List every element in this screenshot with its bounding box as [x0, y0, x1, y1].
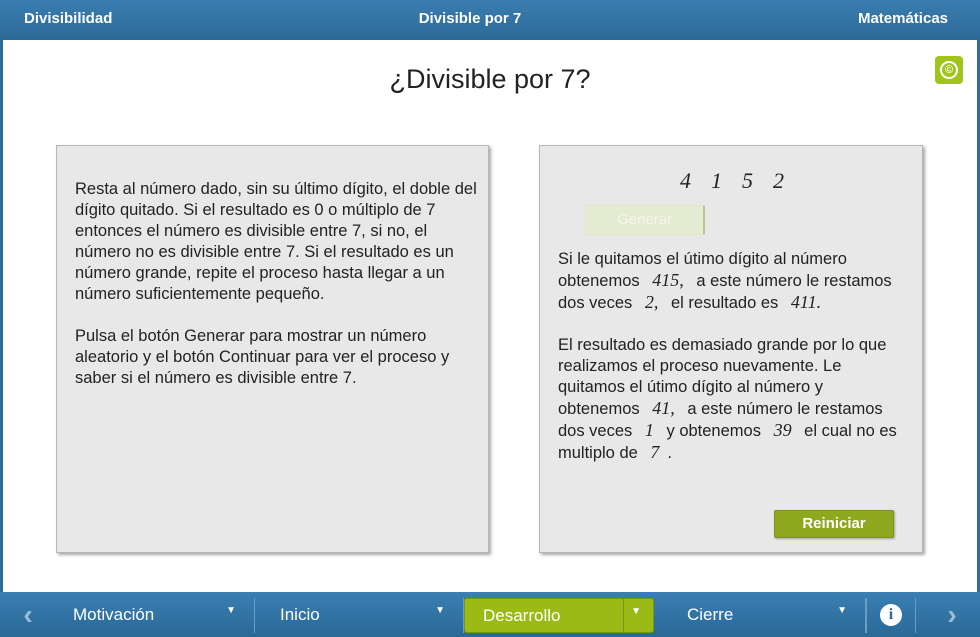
step-text: y obtenemos: [666, 422, 761, 440]
copyright-button[interactable]: [935, 56, 963, 84]
number-display: [540, 170, 924, 191]
nav-item-label: Inicio: [280, 605, 320, 624]
nav-item-label: Motivación: [73, 605, 155, 624]
digit: 5: [742, 168, 753, 193]
copyright-icon: ©: [940, 61, 958, 79]
content-area: [3, 40, 977, 592]
step-text: a este número le restamos dos veces: [558, 400, 883, 440]
step-number: 39: [773, 420, 792, 440]
page-title: ¿Divisible por 7?: [389, 64, 591, 94]
nav-item-inicio[interactable]: [255, 598, 464, 633]
nav-item-label: Desarrollo: [483, 606, 561, 625]
step-text: a este número le restamos dos veces: [558, 272, 892, 312]
process-step-2: [558, 335, 898, 464]
lesson-title: Divisible por 7: [418, 10, 522, 27]
process-step-1: [558, 249, 898, 314]
step-text: el resultado es: [670, 294, 779, 312]
step-text: El resultado es demasiado grande por lo que realizamos el proceso nuevamente. Le quitamos el útimo dígito al número y obtenemos: [558, 336, 887, 418]
step-number: 7: [650, 442, 660, 462]
divider: [866, 598, 867, 633]
instructions-panel: [56, 145, 489, 553]
subject-title: Matemáticas: [857, 10, 948, 27]
top-header: [0, 0, 980, 40]
nav-item-cierre[interactable]: [662, 598, 866, 633]
instructions-paragraph-1: Resta al número dado, sin su último dígito, el doble del dígito quitado. Si el resultado es 0 o múltiplo de 7 entonces el número es divisible entre 7, si no, el número no es divisible entre 7. Si el resultado es un número grande, repite el proceso hasta llegar a un número suficientemente pequeño.: [75, 180, 477, 303]
section-title: Divisibilidad: [24, 10, 113, 27]
chevron-down-icon[interactable]: ▼: [631, 606, 641, 617]
nav-item-motivacion[interactable]: [48, 598, 255, 633]
step-text: el cual no es multiplo de: [558, 422, 897, 462]
divider: [915, 598, 916, 633]
step-number: 2,: [644, 292, 659, 312]
chevron-down-icon: ▼: [837, 605, 847, 616]
digit: 4: [680, 168, 691, 193]
process-explanation: [558, 249, 898, 485]
info-icon[interactable]: i: [880, 604, 902, 626]
step-number: 41,: [652, 398, 675, 418]
restart-button[interactable]: Reiniciar: [774, 510, 894, 538]
next-arrow-icon[interactable]: ›: [947, 598, 957, 630]
step-number: 1: [644, 420, 654, 440]
dropdown-divider: [623, 599, 624, 632]
step-number: 411.: [790, 292, 822, 312]
step-number: 415,: [652, 270, 684, 290]
chevron-down-icon: ▼: [226, 605, 236, 616]
generate-button[interactable]: Generar: [585, 205, 705, 235]
step-text: .: [667, 444, 672, 462]
instructions-text: [75, 179, 479, 410]
nav-item-desarrollo[interactable]: [464, 598, 654, 633]
step-text: Si le quitamos el útimo dígito al número obtenemos: [558, 250, 847, 290]
prev-arrow-icon[interactable]: ‹: [23, 598, 33, 630]
bottom-navigation: [0, 592, 980, 637]
digit: 1: [711, 168, 722, 193]
instructions-paragraph-2: Pulsa el botón Generar para mostrar un número aleatorio y el botón Continuar para ver el proceso y saber si el número es divisible entre 7.: [75, 327, 450, 387]
digit: 2: [773, 168, 784, 193]
chevron-down-icon: ▼: [435, 605, 445, 616]
exercise-panel: [539, 145, 923, 553]
nav-item-label: Cierre: [687, 605, 734, 624]
